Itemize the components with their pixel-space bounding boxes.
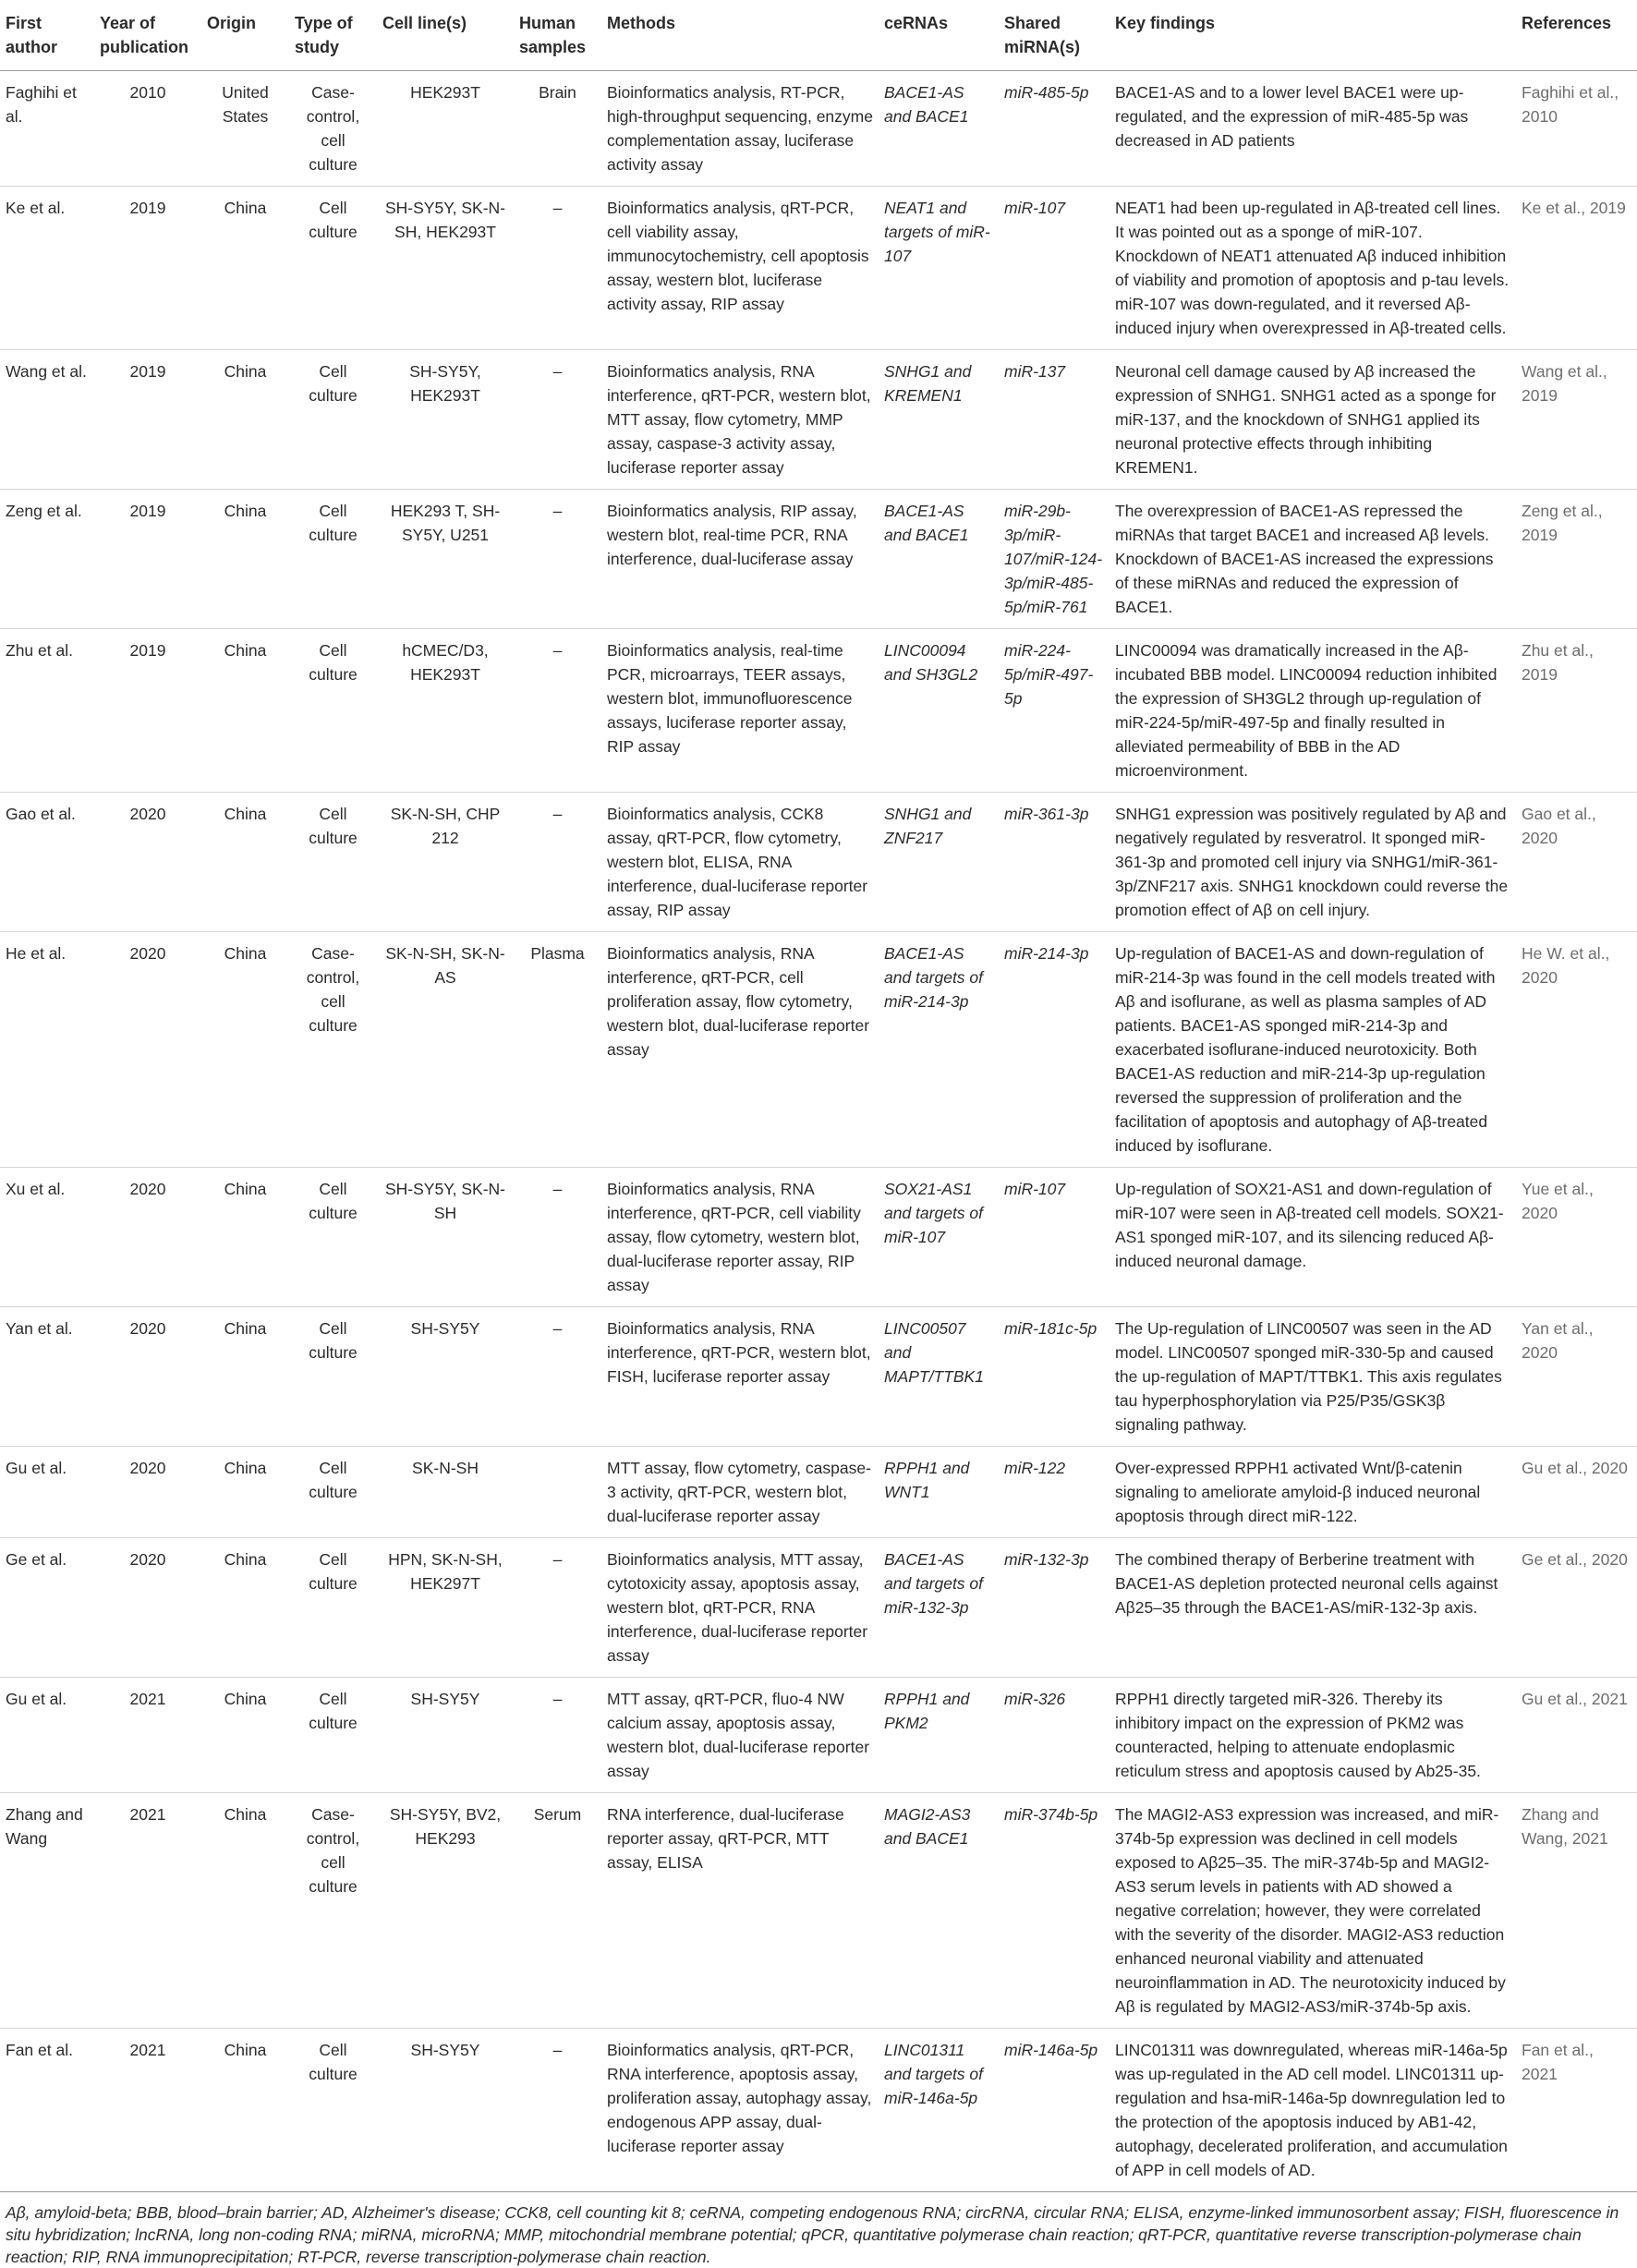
cell-study-type: Cell culture bbox=[309, 805, 358, 847]
cell-cernas: LINC01311 and targets of miR-146a-5p bbox=[884, 2041, 984, 2107]
cell-shared-mirna: miR-361-3p bbox=[1004, 805, 1089, 823]
cell-study-type: Case-control, cell culture bbox=[306, 944, 360, 1035]
table-row bbox=[0, 1678, 1637, 1793]
cell-year: 2019 bbox=[129, 362, 166, 381]
cell-methods: Bioinformatics analysis, MTT assay, cytotoxicity assay, apoptosis assay, western blot, qRT-PCR, RNA interference, dual-luciferase reporter assay bbox=[607, 1550, 868, 1665]
cell-shared-mirna: miR-107 bbox=[1004, 199, 1066, 217]
cell-human-samples: – bbox=[552, 502, 563, 520]
table-row bbox=[0, 932, 1637, 1168]
cell-key-findings: Over-expressed RPPH1 activated Wnt/β-catenin signaling to ameliorate amyloid-β induced neuronal apoptosis through direct miR-122. bbox=[1115, 1459, 1481, 1525]
header-cernas: ceRNAs bbox=[884, 14, 949, 32]
cell-origin: China bbox=[224, 1550, 267, 1569]
cell-reference[interactable]: Yan et al., 2020 bbox=[1522, 1319, 1594, 1362]
cell-reference[interactable]: Gu et al., 2021 bbox=[1522, 1690, 1628, 1708]
cell-key-findings: Neuronal cell damage caused by Aβ increased the expression of SNHG1. SNHG1 acted as a sponge for miR-137, and the knockdown of SNHG1 applied its neuronal protective effects through inhibiting KREMEN1. bbox=[1115, 362, 1497, 477]
cell-methods: MTT assay, flow cytometry, caspase-3 activity, qRT-PCR, western blot, dual-luciferase reporter assay bbox=[607, 1459, 871, 1525]
cell-year: 2020 bbox=[129, 944, 166, 963]
cell-key-findings: The overexpression of BACE1-AS repressed the miRNAs that target BACE1 and increased Aβ levels. Knockdown of BACE1-AS increased the expressions of these miRNAs and reduced the expression of BACE1. bbox=[1115, 502, 1494, 616]
cell-first-author: Gao et al. bbox=[6, 805, 76, 823]
header-cell-lines: Cell line(s) bbox=[382, 14, 467, 32]
cell-shared-mirna: miR-29b-3p/miR-107/miR-124-3p/miR-485-5p/miR-761 bbox=[1004, 502, 1103, 616]
cell-first-author: Gu et al. bbox=[6, 1690, 67, 1708]
cell-shared-mirna: miR-485-5p bbox=[1004, 83, 1089, 102]
table-row bbox=[0, 2029, 1637, 2192]
cell-first-author: Faghihi et al. bbox=[6, 83, 77, 126]
cell-cell-lines: HEK293 T, SH-SY5Y, U251 bbox=[390, 502, 501, 544]
cell-origin: China bbox=[224, 2041, 267, 2059]
cell-key-findings: The Up-regulation of LINC00507 was seen in the AD model. LINC00507 sponged miR-330-5p and caused the up-regulation of MAPT/TTBK1. This axis regulates tau hyperphosphorylation via P25/P35/GSK3β signaling pathway. bbox=[1115, 1319, 1502, 1434]
cell-cell-lines: SH-SY5Y, SK-N-SH bbox=[385, 1180, 505, 1222]
cell-reference[interactable]: Zeng et al., 2019 bbox=[1522, 502, 1603, 544]
cell-first-author: Zeng et al. bbox=[6, 502, 82, 520]
cell-first-author: He et al. bbox=[6, 944, 67, 963]
table-row bbox=[0, 71, 1637, 187]
header-type: Type of study bbox=[295, 14, 353, 56]
cell-first-author: Ge et al. bbox=[6, 1550, 67, 1569]
cell-study-type: Cell culture bbox=[309, 1459, 358, 1501]
cell-reference[interactable]: Fan et al., 2021 bbox=[1522, 2041, 1594, 2083]
cell-origin: China bbox=[224, 1690, 267, 1708]
cell-reference[interactable]: Ge et al., 2020 bbox=[1522, 1550, 1628, 1569]
table-row bbox=[0, 187, 1637, 350]
cell-year: 2019 bbox=[129, 641, 166, 660]
cell-year: 2010 bbox=[129, 83, 166, 102]
cell-key-findings: The MAGI2-AS3 expression was increased, and miR-374b-5p expression was declined in cell models exposed to Aβ25–35. The miR-374b-5p and MAGI2-AS3 serum levels in patients with AD showed a negative correlation; however, they were correlated with the severity of the disorder. MAGI2-AS3 reduction enhanced neuronal viability and attenuated neuroinflammation in AD. The neurotoxicity induced by Aβ is regulated by MAGI2-AS3/miR-374b-5p axis. bbox=[1115, 1805, 1506, 2016]
cell-first-author: Yan et al. bbox=[6, 1319, 73, 1338]
cell-study-type: Cell culture bbox=[309, 199, 358, 241]
cell-human-samples: – bbox=[552, 362, 563, 381]
cell-reference[interactable]: Faghihi et al., 2010 bbox=[1522, 83, 1619, 126]
cell-key-findings: The combined therapy of Berberine treatment with BACE1-AS depletion protected neuronal cells against Aβ25–35 through the BACE1-AS/miR-132-3p axis. bbox=[1115, 1550, 1498, 1617]
cell-cell-lines: SH-SY5Y bbox=[410, 2041, 480, 2059]
cell-key-findings: Up-regulation of BACE1-AS and down-regulation of miR-214-3p was found in the cell models treated with Aβ and isoflurane, as well as plasma samples of AD patients. BACE1-AS sponged miR-214-3p and exacerbated isoflurane-induced neurotoxicity. Both BACE1-AS reduction and miR-214-3p up-regulation reversed the suppression of proliferation and the facilitation of apoptosis and autophagy of Aβ-treated induced by isoflurane. bbox=[1115, 944, 1496, 1155]
cell-methods: MTT assay, qRT-PCR, fluo-4 NW calcium assay, apoptosis assay, western blot, dual-luciferase reporter assay bbox=[607, 1690, 870, 1780]
cell-cernas: SNHG1 and KREMEN1 bbox=[884, 362, 972, 405]
cell-cernas: BACE1-AS and BACE1 bbox=[884, 83, 969, 126]
cell-methods: Bioinformatics analysis, qRT-PCR, RNA interference, apoptosis assay, proliferation assay, autophagy assay, endogenous APP assay, dual-luciferase reporter assay bbox=[607, 2041, 872, 2155]
cell-origin: China bbox=[224, 641, 267, 660]
cell-year: 2021 bbox=[129, 1805, 166, 1824]
cell-year: 2020 bbox=[129, 1180, 166, 1198]
header-key-findings: Key findings bbox=[1115, 14, 1216, 32]
cell-shared-mirna: miR-326 bbox=[1004, 1690, 1066, 1708]
cell-methods: Bioinformatics analysis, CCK8 assay, qRT-PCR, flow cytometry, western blot, ELISA, RNA interference, dual-luciferase reporter assay, RIP assay bbox=[607, 805, 868, 919]
cell-cell-lines: SH-SY5Y, SK-N-SH, HEK293T bbox=[385, 199, 505, 241]
cell-cell-lines: SK-N-SH bbox=[412, 1459, 479, 1477]
cell-cell-lines: SK-N-SH, CHP 212 bbox=[390, 805, 501, 847]
cell-key-findings: SNHG1 expression was positively regulated by Aβ and negatively regulated by resveratrol. It sponged miR-361-3p and promoted cell injury via SNHG1/miR-361-3p/ZNF217 axis. SNHG1 knockdown could reverse the promotion effect of Aβ on cell injury. bbox=[1115, 805, 1509, 919]
cell-shared-mirna: miR-122 bbox=[1004, 1459, 1066, 1477]
cell-human-samples bbox=[514, 1447, 601, 1538]
cell-cernas: MAGI2-AS3 and BACE1 bbox=[884, 1805, 971, 1848]
cell-cell-lines: HPN, SK-N-SH, HEK297T bbox=[388, 1550, 503, 1593]
table-row bbox=[0, 793, 1637, 932]
cell-study-type: Case-control, cell culture bbox=[306, 83, 360, 174]
table-row bbox=[0, 629, 1637, 793]
header-methods: Methods bbox=[607, 14, 675, 32]
cell-shared-mirna: miR-224-5p/miR-497-5p bbox=[1004, 641, 1094, 708]
cell-methods: Bioinformatics analysis, RNA interference, qRT-PCR, cell proliferation assay, flow cytometry, western blot, dual-luciferase reporter assay bbox=[607, 944, 870, 1059]
cell-study-type: Case-control, cell culture bbox=[306, 1805, 360, 1896]
cell-cell-lines: SH-SY5Y bbox=[410, 1319, 480, 1338]
cell-methods: Bioinformatics analysis, RT-PCR, high-throughput sequencing, enzyme complementation assay, luciferase activity assay bbox=[607, 83, 873, 174]
cell-cell-lines: SH-SY5Y, HEK293T bbox=[409, 362, 481, 405]
cell-shared-mirna: miR-181c-5p bbox=[1004, 1319, 1097, 1338]
table-row bbox=[0, 1447, 1637, 1538]
cell-year: 2020 bbox=[129, 805, 166, 823]
cell-human-samples: – bbox=[552, 1319, 563, 1338]
cell-human-samples: – bbox=[552, 199, 563, 217]
cell-shared-mirna: miR-374b-5p bbox=[1004, 1805, 1098, 1824]
header-references: References bbox=[1522, 14, 1612, 32]
cell-study-type: Cell culture bbox=[309, 1550, 358, 1593]
cell-study-type: Cell culture bbox=[309, 1180, 358, 1222]
cell-cell-lines: SH-SY5Y, BV2, HEK293 bbox=[389, 1805, 502, 1848]
cell-origin: China bbox=[224, 502, 267, 520]
cell-key-findings: NEAT1 had been up-regulated in Aβ-treated cell lines. It was pointed out as a sponge of miR-107. Knockdown of NEAT1 attenuated Aβ induced inhibition of viability and promotion of apoptosis and p-tau levels. miR-107 was down-regulated, and it reversed Aβ-induced injury when overexpressed in Aβ-treated cells. bbox=[1115, 199, 1510, 337]
cell-human-samples: – bbox=[552, 1690, 563, 1708]
cell-methods: Bioinformatics analysis, RNA interference, qRT-PCR, cell viability assay, flow cytometry, western blot, dual-luciferase reporter assay, RIP assay bbox=[607, 1180, 861, 1294]
cell-year: 2021 bbox=[129, 1690, 166, 1708]
cell-study-type: Cell culture bbox=[309, 1690, 358, 1732]
cell-reference[interactable]: Gu et al., 2020 bbox=[1522, 1459, 1628, 1477]
cell-first-author: Xu et al. bbox=[6, 1180, 66, 1198]
cell-shared-mirna: miR-107 bbox=[1004, 1180, 1066, 1198]
cell-year: 2020 bbox=[129, 1550, 166, 1569]
cell-human-samples: – bbox=[552, 641, 563, 660]
cell-cell-lines: HEK293T bbox=[410, 83, 480, 102]
cell-first-author: Wang et al. bbox=[6, 362, 87, 381]
cell-reference[interactable]: Wang et al., 2019 bbox=[1522, 362, 1607, 405]
table-row bbox=[0, 490, 1637, 629]
cell-reference[interactable]: Yue et al., 2020 bbox=[1522, 1180, 1594, 1222]
cell-reference[interactable]: Zhu et al., 2019 bbox=[1522, 641, 1594, 684]
header-first-author: First author bbox=[6, 14, 57, 56]
header-row bbox=[0, 0, 1637, 71]
cell-first-author: Ke et al. bbox=[6, 199, 66, 217]
cell-key-findings: BACE1-AS and to a lower level BACE1 were up-regulated, and the expression of miR-485-5p was decreased in AD patients bbox=[1115, 83, 1469, 150]
cell-human-samples: – bbox=[552, 1550, 563, 1569]
table-row bbox=[0, 1793, 1637, 2029]
cell-human-samples: – bbox=[552, 2041, 563, 2059]
cell-human-samples: Serum bbox=[533, 1805, 582, 1824]
table-row bbox=[0, 1538, 1637, 1678]
cell-cernas: RPPH1 and WNT1 bbox=[884, 1459, 970, 1501]
cell-human-samples: – bbox=[552, 1180, 563, 1198]
table-footnote: Aβ, amyloid-beta; BBB, blood–brain barrier; AD, Alzheimer's disease; CCK8, cell counting kit 8; ceRNA, competing endogenous RNA; circRNA, circular RNA; ELISA, enzyme-linked immunosorbent assay; FISH, fluorescence in situ hybridization; lncRNA, long non-coding RNA; miRNA, microRNA; MMP, mitochondrial membrane potential; qPCR, quantitative polymerase chain reaction; qRT-PCR, quantitative reverse transcription-polymerase chain reaction; RIP, RNA immunoprecipitation; RT-PCR, reverse transcription-polymerase chain reaction. bbox=[6, 2203, 1619, 2266]
cell-origin: China bbox=[224, 805, 267, 823]
cell-origin: China bbox=[224, 1805, 267, 1824]
table-row bbox=[0, 1168, 1637, 1307]
cell-cernas: NEAT1 and targets of miR-107 bbox=[884, 199, 990, 265]
cell-study-type: Cell culture bbox=[309, 2041, 358, 2083]
cell-year: 2020 bbox=[129, 1319, 166, 1338]
cell-cernas: LINC00094 and SH3GL2 bbox=[884, 641, 978, 684]
table-row bbox=[0, 1307, 1637, 1447]
header-shared-mirnas: Shared miRNA(s) bbox=[1004, 14, 1081, 56]
cell-origin: China bbox=[224, 944, 267, 963]
cell-origin: United States bbox=[222, 83, 269, 126]
cell-reference[interactable]: Ke et al., 2019 bbox=[1522, 199, 1626, 217]
cell-year: 2019 bbox=[129, 199, 166, 217]
table-body bbox=[0, 71, 1637, 2192]
cell-study-type: Cell culture bbox=[309, 502, 358, 544]
cell-cell-lines: SK-N-SH, SK-N-AS bbox=[385, 944, 505, 987]
cell-cernas: BACE1-AS and BACE1 bbox=[884, 502, 969, 544]
cell-origin: China bbox=[224, 199, 267, 217]
cell-shared-mirna: miR-214-3p bbox=[1004, 944, 1089, 963]
cell-shared-mirna: miR-146a-5p bbox=[1004, 2041, 1098, 2059]
cell-methods: Bioinformatics analysis, RIP assay, western blot, real-time PCR, RNA interference, dual-luciferase assay bbox=[607, 502, 857, 568]
cell-study-type: Cell culture bbox=[309, 641, 358, 684]
cell-cernas: RPPH1 and PKM2 bbox=[884, 1690, 970, 1732]
cell-cell-lines: SH-SY5Y bbox=[410, 1690, 480, 1708]
cell-cernas: BACE1-AS and targets of miR-132-3p bbox=[884, 1550, 984, 1617]
cell-year: 2021 bbox=[129, 2041, 166, 2059]
cell-study-type: Cell culture bbox=[309, 362, 358, 405]
cell-study-type: Cell culture bbox=[309, 1319, 358, 1362]
cell-methods: Bioinformatics analysis, real-time PCR, microarrays, TEER assays, western blot, immunofluorescence assays, luciferase reporter assay, RIP assay bbox=[607, 641, 853, 756]
header-year: Year of publication bbox=[100, 14, 188, 56]
cell-origin: China bbox=[224, 1319, 267, 1338]
cell-methods: Bioinformatics analysis, qRT-PCR, cell viability assay, immunocytochemistry, cell apoptosis assay, western blot, luciferase activity assay, RIP assay bbox=[607, 199, 869, 313]
cell-methods: Bioinformatics analysis, RNA interference, qRT-PCR, western blot, MTT assay, flow cytometry, MMP assay, caspase-3 activity assay, luciferase reporter assay bbox=[607, 362, 871, 477]
cell-methods: RNA interference, dual-luciferase reporter assay, qRT-PCR, MTT assay, ELISA bbox=[607, 1805, 844, 1872]
cell-first-author: Fan et al. bbox=[6, 2041, 73, 2059]
cell-first-author: Gu et al. bbox=[6, 1459, 67, 1477]
cell-key-findings: Up-regulation of SOX21-AS1 and down-regulation of miR-107 were seen in Aβ-treated cell models. SOX21-AS1 sponged miR-107, and its silencing reduced Aβ-induced neuronal damage. bbox=[1115, 1180, 1504, 1270]
cell-year: 2019 bbox=[129, 502, 166, 520]
cell-first-author: Zhu et al. bbox=[6, 641, 73, 660]
cell-origin: China bbox=[224, 362, 267, 381]
table-row bbox=[0, 350, 1637, 490]
cell-cernas: LINC00507 and MAPT/TTBK1 bbox=[884, 1319, 984, 1386]
cell-key-findings: RPPH1 directly targeted miR-326. Thereby its inhibitory impact on the expression of PKM2 was counteracted, helping to attenuate endoplasmic reticulum stress and apoptosis caused by Ab25-35. bbox=[1115, 1690, 1481, 1780]
cell-year: 2020 bbox=[129, 1459, 166, 1477]
cell-reference[interactable]: Gao et al., 2020 bbox=[1522, 805, 1596, 847]
cell-cell-lines: hCMEC/D3, HEK293T bbox=[402, 641, 489, 684]
cell-human-samples: Brain bbox=[539, 83, 576, 102]
cell-shared-mirna: miR-132-3p bbox=[1004, 1550, 1089, 1569]
cell-cernas: BACE1-AS and targets of miR-214-3p bbox=[884, 944, 984, 1011]
cell-shared-mirna: miR-137 bbox=[1004, 362, 1066, 381]
cell-key-findings: LINC00094 was dramatically increased in the Aβ-incubated BBB model. LINC00094 reduction inhibited the expression of SH3GL2 through up-regulation of miR-224-5p/miR-497-5p and finally resulted in alleviated permeability of BBB in the AD microenvironment. bbox=[1115, 641, 1498, 780]
cell-origin: China bbox=[224, 1180, 267, 1198]
header-origin: Origin bbox=[207, 14, 256, 32]
cell-cernas: SNHG1 and ZNF217 bbox=[884, 805, 972, 847]
cell-cernas: SOX21-AS1 and targets of miR-107 bbox=[884, 1180, 984, 1246]
header-human-samples: Human samples bbox=[519, 14, 587, 56]
cell-reference[interactable]: Zhang and Wang, 2021 bbox=[1522, 1805, 1608, 1848]
cell-reference[interactable]: He W. et al., 2020 bbox=[1522, 944, 1610, 987]
cell-human-samples: – bbox=[552, 805, 563, 823]
cell-methods: Bioinformatics analysis, RNA interference, qRT-PCR, western blot, FISH, luciferase reporter assay bbox=[607, 1319, 871, 1386]
cell-first-author: Zhang and Wang bbox=[6, 1805, 83, 1848]
cell-origin: China bbox=[224, 1459, 267, 1477]
cell-key-findings: LINC01311 was downregulated, whereas miR-146a-5p was up-regulated in the AD cell model. LINC01311 up-regulation and hsa-miR-146a-5p downregulation led to the protection of the apoptosis induced by AB1-42, autophagy, decelerated proliferation, and accumulation of APP in cell models of AD. bbox=[1115, 2041, 1508, 2179]
cell-human-samples: Plasma bbox=[530, 944, 585, 963]
